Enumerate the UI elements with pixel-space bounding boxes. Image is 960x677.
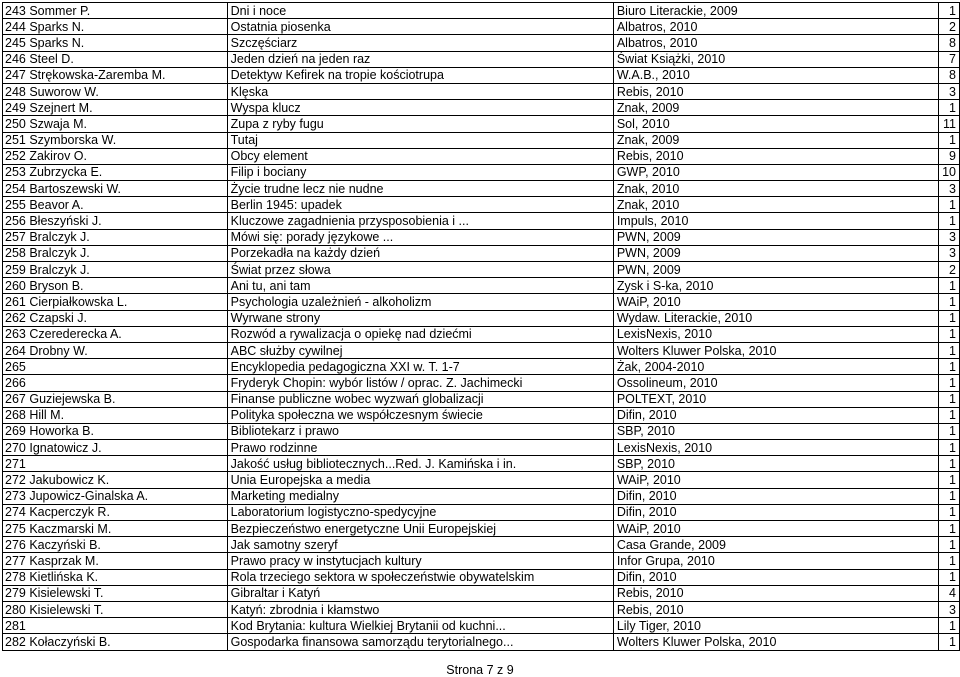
table-row	[3, 440, 960, 456]
number-author-cell	[3, 294, 228, 310]
copies: 1	[939, 359, 960, 375]
copies: 1	[939, 488, 960, 504]
record-number: 266	[5, 375, 26, 390]
copies: 1	[939, 472, 960, 488]
publisher: Lily Tiger, 2010	[613, 618, 938, 634]
author: Kisielewski T.	[29, 586, 104, 601]
copies: 1	[939, 326, 960, 342]
copies: 1	[939, 521, 960, 537]
number-author-cell	[3, 51, 228, 67]
copies: 1	[939, 440, 960, 456]
author: Zakirov O.	[29, 149, 87, 164]
record-number: 270	[5, 440, 26, 455]
record-number: 279	[5, 586, 26, 601]
table-row	[3, 262, 960, 278]
table-row	[3, 553, 960, 569]
page-number: Strona 7 z 9	[446, 663, 514, 677]
copies: 8	[939, 67, 960, 83]
author: Kołaczyński B.	[29, 634, 111, 649]
title: Wyrwane strony	[227, 310, 613, 326]
number-author-cell	[3, 35, 228, 51]
number-author-cell	[3, 391, 228, 407]
table-row	[3, 391, 960, 407]
publisher: PWN, 2009	[613, 262, 938, 278]
record-number: 246	[5, 52, 26, 67]
copies: 11	[939, 116, 960, 132]
author: Guziejewska B.	[29, 392, 116, 407]
table-row	[3, 601, 960, 617]
record-number: 260	[5, 278, 26, 293]
copies: 1	[939, 197, 960, 213]
author: Zubrzycka E.	[29, 165, 103, 180]
author: Szymborska W.	[29, 133, 117, 148]
number-author-cell	[3, 601, 228, 617]
number-author-cell	[3, 245, 228, 261]
book-list-rows	[3, 3, 960, 651]
author: Kietlińska K.	[29, 570, 99, 585]
author: Czapski J.	[29, 311, 87, 326]
number-author-cell	[3, 553, 228, 569]
title: Zupa z ryby fugu	[227, 116, 613, 132]
copies: 1	[939, 342, 960, 358]
publisher: POLTEXT, 2010	[613, 391, 938, 407]
title: Ostatnia piosenka	[227, 19, 613, 35]
title: Rola trzeciego sektora w społeczeństwie obywatelskim	[227, 569, 613, 585]
record-number: 271	[5, 456, 26, 471]
publisher: Infor Grupa, 2010	[613, 553, 938, 569]
publisher: Difin, 2010	[613, 407, 938, 423]
publisher: Znak, 2010	[613, 181, 938, 197]
copies: 10	[939, 164, 960, 180]
record-number: 269	[5, 424, 26, 439]
copies: 1	[939, 3, 960, 19]
publisher: Wolters Kluwer Polska, 2010	[613, 634, 938, 650]
title: Katyń: zbrodnia i kłamstwo	[227, 601, 613, 617]
copies: 1	[939, 213, 960, 229]
record-number: 280	[5, 602, 26, 617]
author: Steel D.	[29, 52, 74, 67]
copies: 1	[939, 310, 960, 326]
author: Kasprzak M.	[29, 553, 99, 568]
title: Rozwód a rywalizacja o opiekę nad dziećmi	[227, 326, 613, 342]
author: Kacperczyk R.	[29, 505, 110, 520]
copies: 3	[939, 229, 960, 245]
author: Cierpiałkowska L.	[29, 294, 128, 309]
number-author-cell	[3, 310, 228, 326]
table-row	[3, 326, 960, 342]
table-row	[3, 229, 960, 245]
publisher: LexisNexis, 2010	[613, 326, 938, 342]
number-author-cell	[3, 213, 228, 229]
number-author-cell	[3, 342, 228, 358]
publisher: GWP, 2010	[613, 164, 938, 180]
number-author-cell	[3, 359, 228, 375]
copies: 9	[939, 148, 960, 164]
publisher: Wydaw. Literackie, 2010	[613, 310, 938, 326]
title: Fryderyk Chopin: wybór listów / oprac. Z. Jachimecki	[227, 375, 613, 391]
title: Szczęściarz	[227, 35, 613, 51]
copies: 8	[939, 35, 960, 51]
table-row	[3, 521, 960, 537]
title: Polityka społeczna we współczesnym świecie	[227, 407, 613, 423]
table-row	[3, 634, 960, 650]
copies: 1	[939, 407, 960, 423]
table-row	[3, 132, 960, 148]
title: Dni i noce	[227, 3, 613, 19]
publisher: Biuro Literackie, 2009	[613, 3, 938, 19]
table-row	[3, 67, 960, 83]
publisher: Rebis, 2010	[613, 601, 938, 617]
publisher: WAiP, 2010	[613, 294, 938, 310]
title: Klęska	[227, 83, 613, 99]
author: Bralczyk J.	[29, 230, 90, 245]
number-author-cell	[3, 19, 228, 35]
author: Sparks N.	[29, 35, 85, 50]
record-number: 245	[5, 35, 26, 50]
record-number: 272	[5, 473, 26, 488]
publisher: Difin, 2010	[613, 488, 938, 504]
number-author-cell	[3, 375, 228, 391]
publisher: Albatros, 2010	[613, 35, 938, 51]
author: Kaczyński B.	[29, 537, 101, 552]
title: Bibliotekarz i prawo	[227, 423, 613, 439]
record-number: 258	[5, 246, 26, 261]
publisher: Rebis, 2010	[613, 585, 938, 601]
record-number: 253	[5, 165, 26, 180]
table-row	[3, 19, 960, 35]
record-number: 267	[5, 392, 26, 407]
number-author-cell	[3, 229, 228, 245]
publisher: Ossolineum, 2010	[613, 375, 938, 391]
title: Mówi się: porady językowe ...	[227, 229, 613, 245]
title: Ani tu, ani tam	[227, 278, 613, 294]
title: Berlin 1945: upadek	[227, 197, 613, 213]
publisher: WAiP, 2010	[613, 521, 938, 537]
copies: 1	[939, 553, 960, 569]
copies: 1	[939, 391, 960, 407]
record-number: 274	[5, 505, 26, 520]
copies: 1	[939, 569, 960, 585]
record-number: 273	[5, 489, 26, 504]
number-author-cell	[3, 504, 228, 520]
copies: 4	[939, 585, 960, 601]
publisher: WAiP, 2010	[613, 472, 938, 488]
publisher: W.A.B., 2010	[613, 67, 938, 83]
author: Bralczyk J.	[29, 246, 90, 261]
publisher: Znak, 2009	[613, 132, 938, 148]
record-number: 261	[5, 294, 26, 309]
record-number: 256	[5, 214, 26, 229]
author: Bartoszewski W.	[29, 181, 122, 196]
author: Howorka B.	[29, 424, 94, 439]
number-author-cell	[3, 326, 228, 342]
copies: 3	[939, 245, 960, 261]
table-row	[3, 472, 960, 488]
copies: 1	[939, 423, 960, 439]
title: Kluczowe zagadnienia przysposobienia i ...	[227, 213, 613, 229]
table-row	[3, 375, 960, 391]
author: Czerederecka A.	[29, 327, 122, 342]
author: Kisielewski T.	[29, 602, 104, 617]
title: Marketing medialny	[227, 488, 613, 504]
table-row	[3, 245, 960, 261]
number-author-cell	[3, 164, 228, 180]
title: Kod Brytania: kultura Wielkiej Brytanii od kuchni...	[227, 618, 613, 634]
record-number: 259	[5, 262, 26, 277]
author: Błeszyński J.	[29, 214, 102, 229]
number-author-cell	[3, 423, 228, 439]
copies: 1	[939, 456, 960, 472]
table-row	[3, 359, 960, 375]
title: ABC służby cywilnej	[227, 342, 613, 358]
copies: 1	[939, 375, 960, 391]
record-number: 249	[5, 100, 26, 115]
publisher: PWN, 2009	[613, 245, 938, 261]
table-row	[3, 181, 960, 197]
record-number: 257	[5, 230, 26, 245]
author: Sommer P.	[29, 3, 91, 18]
publisher: Rebis, 2010	[613, 148, 938, 164]
record-number: 262	[5, 311, 26, 326]
number-author-cell	[3, 3, 228, 19]
table-row	[3, 488, 960, 504]
record-number: 278	[5, 570, 26, 585]
publisher: SBP, 2010	[613, 423, 938, 439]
title: Obcy element	[227, 148, 613, 164]
copies: 1	[939, 132, 960, 148]
table-row	[3, 423, 960, 439]
number-author-cell	[3, 116, 228, 132]
table-row	[3, 618, 960, 634]
author: Hill M.	[29, 408, 65, 423]
title: Finanse publiczne wobec wyzwań globalizacji	[227, 391, 613, 407]
copies: 2	[939, 262, 960, 278]
copies: 1	[939, 100, 960, 116]
table-row	[3, 100, 960, 116]
table-row	[3, 278, 960, 294]
number-author-cell	[3, 634, 228, 650]
record-number: 263	[5, 327, 26, 342]
number-author-cell	[3, 132, 228, 148]
record-number: 244	[5, 19, 26, 34]
number-author-cell	[3, 100, 228, 116]
number-author-cell	[3, 488, 228, 504]
record-number: 275	[5, 521, 26, 536]
title: Laboratorium logistyczno-spedycyjne	[227, 504, 613, 520]
title: Tutaj	[227, 132, 613, 148]
table-row	[3, 537, 960, 553]
book-list-table	[2, 2, 960, 651]
table-row	[3, 456, 960, 472]
publisher: Rebis, 2010	[613, 83, 938, 99]
publisher: Difin, 2010	[613, 504, 938, 520]
title: Detektyw Kefirek na tropie kościotrupa	[227, 67, 613, 83]
author: Kaczmarski M.	[29, 521, 112, 536]
author: Jupowicz-Ginalska A.	[29, 489, 149, 504]
copies: 7	[939, 51, 960, 67]
publisher: Świat Książki, 2010	[613, 51, 938, 67]
publisher: LexisNexis, 2010	[613, 440, 938, 456]
title: Psychologia uzależnień - alkoholizm	[227, 294, 613, 310]
publisher: Impuls, 2010	[613, 213, 938, 229]
author: Jakubowicz K.	[29, 473, 110, 488]
record-number: 268	[5, 408, 26, 423]
table-row	[3, 213, 960, 229]
table-row	[3, 148, 960, 164]
number-author-cell	[3, 83, 228, 99]
number-author-cell	[3, 440, 228, 456]
author: Szejnert M.	[29, 100, 93, 115]
author: Bralczyk J.	[29, 262, 90, 277]
record-number: 254	[5, 181, 26, 196]
title: Gibraltar i Katyń	[227, 585, 613, 601]
publisher: Albatros, 2010	[613, 19, 938, 35]
publisher: Znak, 2009	[613, 100, 938, 116]
number-author-cell	[3, 472, 228, 488]
copies: 3	[939, 181, 960, 197]
publisher: PWN, 2009	[613, 229, 938, 245]
publisher: Sol, 2010	[613, 116, 938, 132]
author: Bryson B.	[29, 278, 84, 293]
title: Encyklopedia pedagogiczna XXI w. T. 1-7	[227, 359, 613, 375]
copies: 1	[939, 294, 960, 310]
record-number: 282	[5, 634, 26, 649]
record-number: 251	[5, 133, 26, 148]
record-number: 252	[5, 149, 26, 164]
copies: 1	[939, 537, 960, 553]
number-author-cell	[3, 181, 228, 197]
record-number: 243	[5, 3, 26, 18]
author: Strękowska-Zaremba M.	[29, 68, 166, 83]
table-row	[3, 342, 960, 358]
table-row	[3, 164, 960, 180]
publisher: SBP, 2010	[613, 456, 938, 472]
table-row	[3, 3, 960, 19]
title: Jak samotny szeryf	[227, 537, 613, 553]
author: Sparks N.	[29, 19, 85, 34]
record-number: 281	[5, 618, 26, 633]
number-author-cell	[3, 569, 228, 585]
table-row	[3, 407, 960, 423]
record-number: 250	[5, 116, 26, 131]
table-row	[3, 83, 960, 99]
author: Suworow W.	[29, 84, 99, 99]
table-row	[3, 585, 960, 601]
publisher: Żak, 2004-2010	[613, 359, 938, 375]
record-number: 277	[5, 553, 26, 568]
author: Drobny W.	[29, 343, 88, 358]
title: Bezpieczeństwo energetyczne Unii Europejskiej	[227, 521, 613, 537]
table-row	[3, 197, 960, 213]
copies: 1	[939, 278, 960, 294]
number-author-cell	[3, 585, 228, 601]
title: Prawo pracy w instytucjach kultury	[227, 553, 613, 569]
number-author-cell	[3, 148, 228, 164]
publisher: Znak, 2010	[613, 197, 938, 213]
number-author-cell	[3, 407, 228, 423]
title: Jakość usług bibliotecznych...Red. J. Kamińska i in.	[227, 456, 613, 472]
table-row	[3, 294, 960, 310]
publisher: Casa Grande, 2009	[613, 537, 938, 553]
publisher: Wolters Kluwer Polska, 2010	[613, 342, 938, 358]
table-row	[3, 51, 960, 67]
table-row	[3, 310, 960, 326]
table-row	[3, 116, 960, 132]
title: Wyspa klucz	[227, 100, 613, 116]
number-author-cell	[3, 278, 228, 294]
title: Świat przez słowa	[227, 262, 613, 278]
number-author-cell	[3, 521, 228, 537]
number-author-cell	[3, 262, 228, 278]
copies: 2	[939, 19, 960, 35]
copies: 1	[939, 618, 960, 634]
number-author-cell	[3, 456, 228, 472]
record-number: 255	[5, 197, 26, 212]
number-author-cell	[3, 67, 228, 83]
copies: 3	[939, 83, 960, 99]
author: Ignatowicz J.	[29, 440, 102, 455]
title: Gospodarka finansowa samorządu terytorialnego...	[227, 634, 613, 650]
record-number: 276	[5, 537, 26, 552]
author: Szwaja M.	[29, 116, 87, 131]
record-number: 248	[5, 84, 26, 99]
record-number: 247	[5, 68, 26, 83]
title: Jeden dzień na jeden raz	[227, 51, 613, 67]
record-number: 265	[5, 359, 26, 374]
title: Życie trudne lecz nie nudne	[227, 181, 613, 197]
title: Porzekadła na każdy dzień	[227, 245, 613, 261]
copies: 1	[939, 634, 960, 650]
copies: 1	[939, 504, 960, 520]
number-author-cell	[3, 537, 228, 553]
number-author-cell	[3, 197, 228, 213]
title: Unia Europejska a media	[227, 472, 613, 488]
publisher: Difin, 2010	[613, 569, 938, 585]
title: Prawo rodzinne	[227, 440, 613, 456]
title: Filip i bociany	[227, 164, 613, 180]
table-row	[3, 504, 960, 520]
table-row	[3, 35, 960, 51]
author: Beavor A.	[29, 197, 84, 212]
number-author-cell	[3, 618, 228, 634]
table-row	[3, 569, 960, 585]
publisher: Zysk i S-ka, 2010	[613, 278, 938, 294]
copies: 3	[939, 601, 960, 617]
record-number: 264	[5, 343, 26, 358]
